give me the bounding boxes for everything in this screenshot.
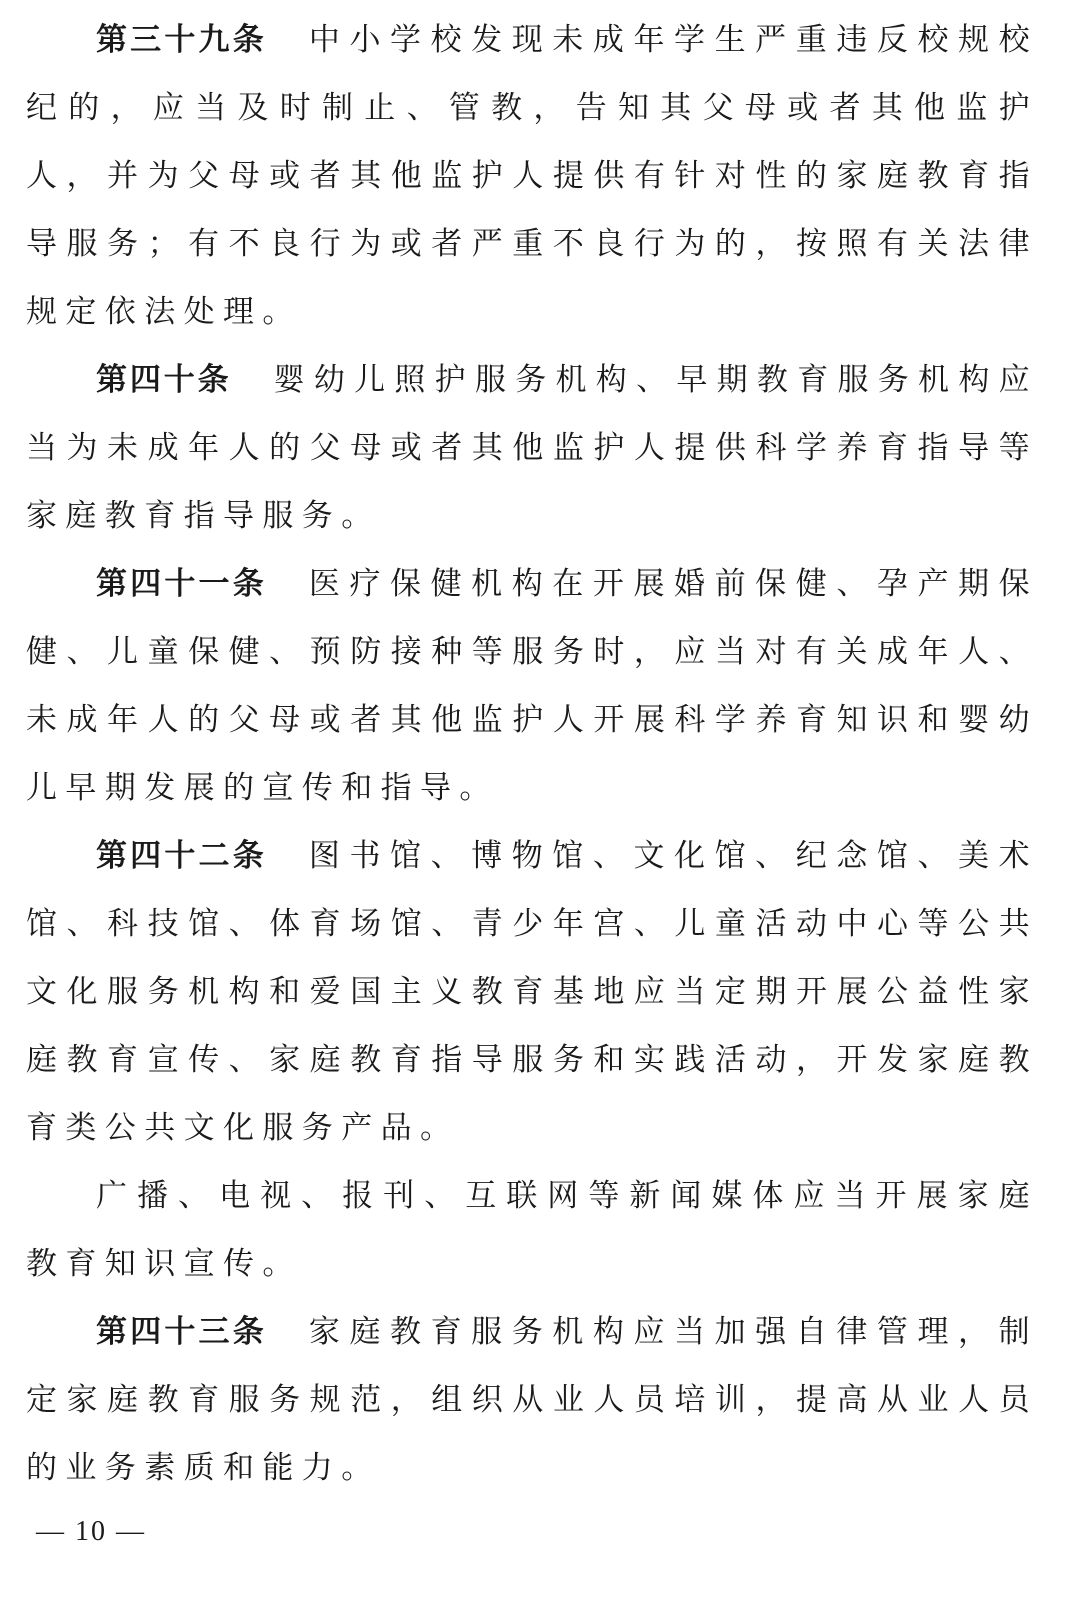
article-text: 婴幼儿照护服务机构、早期教育服务机构应当为未成年人的父母或者其他监护人提供科学养育指导等家庭教育指导服务。: [26, 362, 1038, 534]
page-number: — 10 —: [36, 1516, 146, 1547]
article-42-continuation: 广播、电视、报刊、互联网等新闻媒体应当开展家庭教育知识宣传。: [26, 1178, 1038, 1282]
article-title: 第四十三条: [96, 1314, 267, 1350]
article-text: 家庭教育服务机构应当加强自律管理，制定家庭教育服务规范，组织从业人员培训，提高从业人员的业务素质和能力。: [26, 1314, 1039, 1486]
article-42: [26, 822, 1038, 1162]
article-text: 图书馆、博物馆、文化馆、纪念馆、美术馆、科技馆、体育场馆、青少年宫、儿童活动中心等公共文化服务机构和爱国主义教育基地应当定期开展公益性家庭教育宣传、家庭教育指导服务和实践活动，开发家庭教育类公共文化服务产品。: [26, 838, 1039, 1146]
document-body: [26, 6, 1038, 1502]
article-title: 第三十九条: [96, 22, 267, 58]
article-text: 医疗保健机构在开展婚前保健、孕产期保健、儿童保健、预防接种等服务时，应当对有关成年人、未成年人的父母或者其他监护人开展科学养育知识和婴幼儿早期发展的宣传和指导。: [26, 566, 1039, 806]
article-text: 中小学校发现未成年学生严重违反校规校纪的，应当及时制止、管教，告知其父母或者其他监护人，并为父母或者其他监护人提供有针对性的家庭教育指导服务；有不良行为或者严重不良行为的，按照有关法律规定依法处理。: [26, 22, 1039, 330]
article-title: 第四十条: [96, 362, 232, 398]
article-43: [26, 1298, 1038, 1502]
article-title: 第四十一条: [96, 566, 267, 602]
article-41: [26, 550, 1038, 822]
article-title: 第四十二条: [96, 838, 267, 874]
article-39: [26, 6, 1038, 346]
article-40: [26, 346, 1038, 550]
